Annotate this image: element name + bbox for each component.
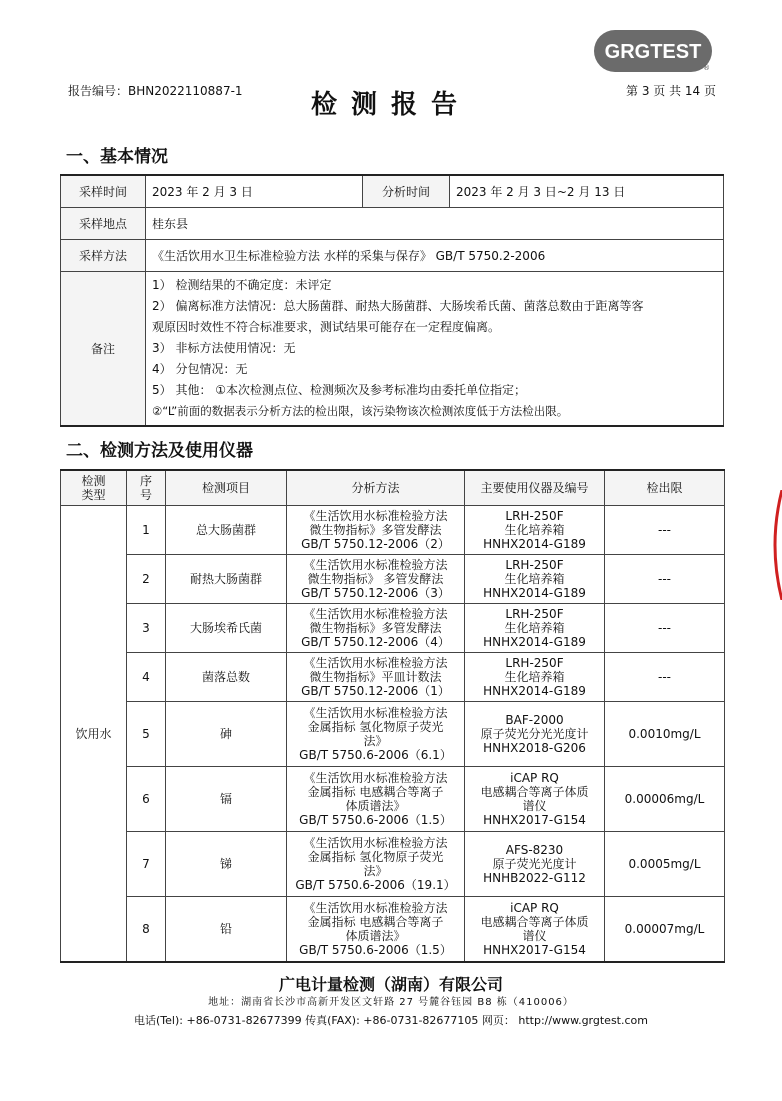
row-method: 《生活饮用水标准检验方法 微生物指标》 多管发酵法 GB/T 5750.12-2006（3）: [287, 555, 465, 604]
sampling-time-value: 2023 年 2 月 3 日: [146, 175, 363, 208]
row-no: 7: [127, 832, 166, 897]
row-method: 《生活饮用水标准检验方法 金属指标 氢化物原子荧光 法》 GB/T 5750.6-2006（6.1）: [287, 702, 465, 767]
note-line: 2） 偏离标准方法情况：总大肠菌群、耐热大肠菌群、大肠埃希氏菌、菌落总数由于距离等客: [152, 299, 644, 313]
row-item: 菌落总数: [166, 653, 287, 702]
row-method: 《生活饮用水标准检验方法 微生物指标》多管发酵法 GB/T 5750.12-2006（2）: [287, 506, 465, 555]
row-limit: ---: [605, 506, 725, 555]
footer-contact: 电话(Tel): +86-0731-82677399 传真(FAX): +86-0731-82677105 网页： http://www.grgtest.com: [134, 1014, 648, 1027]
basic-info-table: [60, 174, 724, 427]
category-cell: 饮用水: [61, 506, 127, 963]
row-item: 镉: [166, 767, 287, 832]
row-item: 大肠埃希氏菌: [166, 604, 287, 653]
table-row: [61, 555, 725, 604]
row-no: 5: [127, 702, 166, 767]
table-row: [61, 272, 724, 427]
row-instrument: iCAP RQ 电感耦合等离子体质 谱仪 HNHX2017-G154: [465, 767, 605, 832]
note-line: 观原因时效性不符合标准要求，测试结果可能存在一定程度偏离。: [152, 320, 501, 334]
report-number: 报告编号：BHN2022110887-1: [68, 84, 243, 98]
notes-label: 备注: [61, 272, 146, 427]
row-limit: ---: [605, 604, 725, 653]
row-method: 《生活饮用水标准检验方法 金属指标 电感耦合等离子 体质谱法》 GB/T 5750.6-2006（1.5）: [287, 767, 465, 832]
location-label: 采样地点: [61, 208, 146, 240]
row-no: 1: [127, 506, 166, 555]
note-line: 5） 其他： ①本次检测点位、检测频次及参考标准均由委托单位指定；: [152, 383, 527, 397]
table-row: [61, 506, 725, 555]
row-no: 3: [127, 604, 166, 653]
row-item: 锑: [166, 832, 287, 897]
table-row: [61, 702, 725, 767]
row-limit: 0.00006mg/L: [605, 767, 725, 832]
table-header-row: [61, 470, 725, 506]
methods-table: [60, 469, 725, 963]
table-row: [61, 653, 725, 702]
table-row: [61, 604, 725, 653]
header-instrument: 主要使用仪器及编号: [465, 470, 605, 506]
registered-mark: ®: [703, 64, 710, 72]
table-row: [61, 767, 725, 832]
row-limit: 0.0010mg/L: [605, 702, 725, 767]
row-item: 砷: [166, 702, 287, 767]
notes-cell: [146, 272, 724, 427]
row-limit: ---: [605, 653, 725, 702]
row-no: 8: [127, 897, 166, 963]
header-no: 序 号: [127, 470, 166, 506]
row-item: 总大肠菌群: [166, 506, 287, 555]
row-method: 《生活饮用水标准检验方法 金属指标 氢化物原子荧光 法》 GB/T 5750.6-2006（19.1）: [287, 832, 465, 897]
page-title: 检测报告: [310, 90, 471, 120]
table-row: [61, 208, 724, 240]
row-no: 4: [127, 653, 166, 702]
note-line: 4） 分包情况：无: [152, 362, 248, 376]
row-item: 铅: [166, 897, 287, 963]
row-limit: 0.0005mg/L: [605, 832, 725, 897]
row-instrument: BAF-2000 原子荧光分光光度计 HNHX2018-G206: [465, 702, 605, 767]
method-label: 采样方法: [61, 240, 146, 272]
row-no: 2: [127, 555, 166, 604]
seal-stamp-fragment: [766, 490, 782, 600]
row-method: 《生活饮用水标准检验方法 微生物指标》多管发酵法 GB/T 5750.12-2006（4）: [287, 604, 465, 653]
table-row: [61, 175, 724, 208]
row-no: 6: [127, 767, 166, 832]
header-limit: 检出限: [605, 470, 725, 506]
location-value: 桂东县: [146, 208, 724, 240]
row-method: 《生活饮用水标准检验方法 金属指标 电感耦合等离子 体质谱法》 GB/T 5750.6-2006（1.5）: [287, 897, 465, 963]
row-instrument: AFS-8230 原子荧光光度计 HNHB2022-G112: [465, 832, 605, 897]
logo-text: GRGTEST: [604, 41, 702, 63]
row-instrument: LRH-250F 生化培养箱 HNHX2014-G189: [465, 653, 605, 702]
section-methods-title: 二、检测方法及使用仪器: [66, 441, 253, 461]
footer-address: 地址：湖南省长沙市高新开发区文轩路 27 号麓谷钰园 B8 栋（410006）: [208, 997, 574, 1008]
table-row: [61, 832, 725, 897]
header-method: 分析方法: [287, 470, 465, 506]
row-instrument: iCAP RQ 电感耦合等离子体质 谱仪 HNHX2017-G154: [465, 897, 605, 963]
analysis-time-label: 分析时间: [363, 175, 450, 208]
note-line: ②“L”前面的数据表示分析方法的检出限，该污染物该次检测浓度低于方法检出限。: [152, 404, 569, 418]
note-line: 1） 检测结果的不确定度：未评定: [152, 278, 332, 292]
note-line: 3） 非标方法使用情况：无: [152, 341, 296, 355]
header-category: 检测 类型: [61, 470, 127, 506]
section-basic-info-title: 一、基本情况: [66, 147, 168, 167]
header-item: 检测项目: [166, 470, 287, 506]
row-instrument: LRH-250F 生化培养箱 HNHX2014-G189: [465, 604, 605, 653]
row-instrument: LRH-250F 生化培养箱 HNHX2014-G189: [465, 506, 605, 555]
row-limit: 0.00007mg/L: [605, 897, 725, 963]
company-logo: [594, 30, 712, 72]
row-item: 耐热大肠菌群: [166, 555, 287, 604]
page-number: 第 3 页 共 14 页: [626, 84, 716, 98]
table-row: [61, 897, 725, 963]
analysis-time-value: 2023 年 2 月 3 日~2 月 13 日: [450, 175, 724, 208]
row-limit: ---: [605, 555, 725, 604]
sampling-time-label: 采样时间: [61, 175, 146, 208]
method-value: 《生活饮用水卫生标准检验方法 水样的采集与保存》 GB/T 5750.2-2006: [146, 240, 724, 272]
table-row: [61, 240, 724, 272]
row-method: 《生活饮用水标准检验方法 微生物指标》平皿计数法 GB/T 5750.12-2006（1）: [287, 653, 465, 702]
footer-company: 广电计量检测（湖南）有限公司: [278, 975, 503, 994]
row-instrument: LRH-250F 生化培养箱 HNHX2014-G189: [465, 555, 605, 604]
